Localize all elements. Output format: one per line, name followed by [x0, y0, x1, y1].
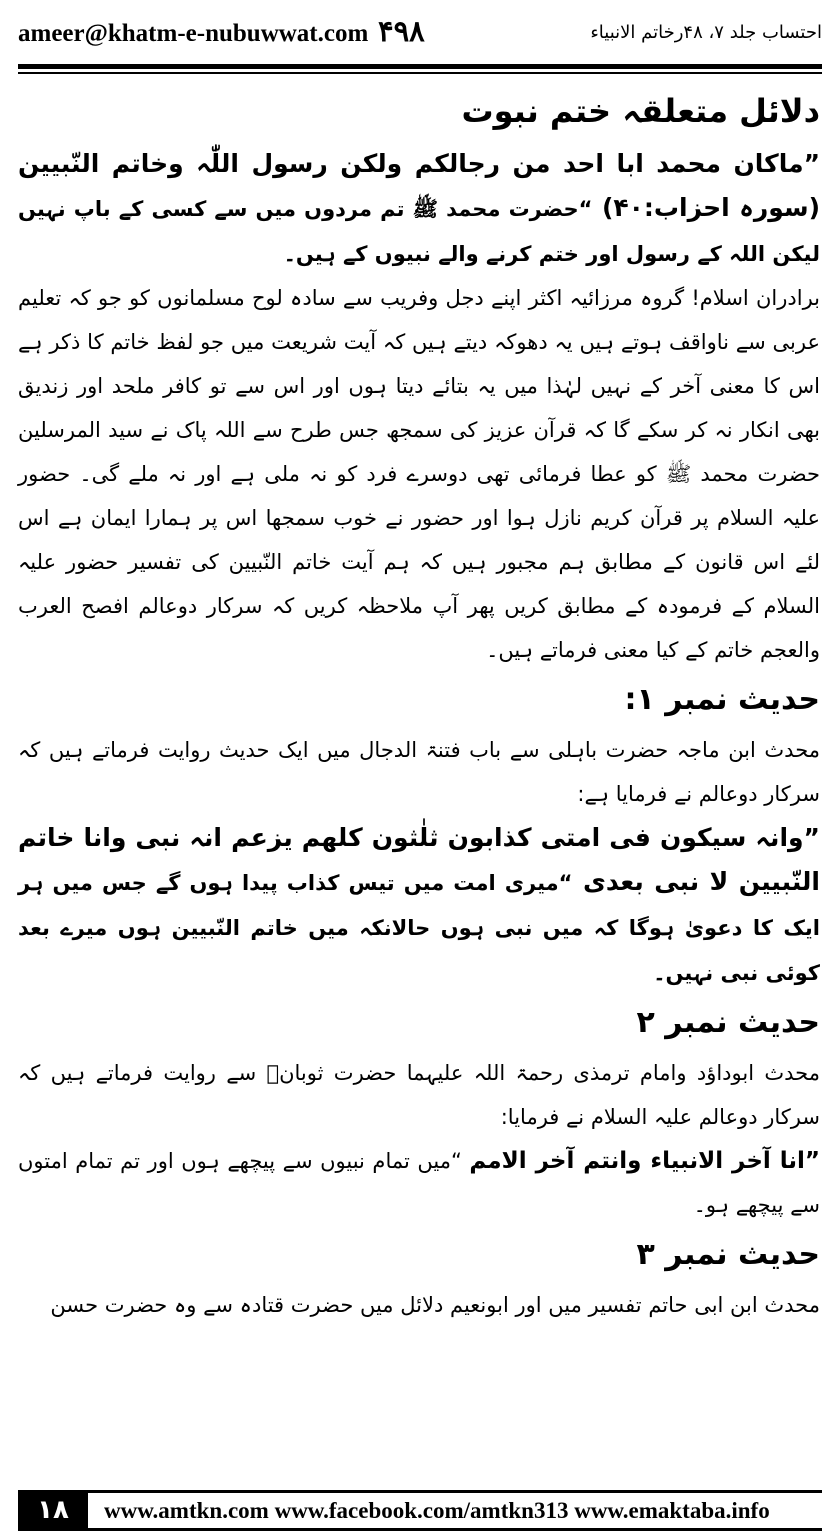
hadith-3-heading: حدیث نمبر ۳	[636, 1237, 820, 1272]
hadith-1-intro: محدث ابن ماجہ حضرت باہلی سے باب فتنۃ الدجال میں ایک حدیث روایت فرماتے ہیں کہ سرکار دوعالم نے فرمایا ہے:	[18, 738, 820, 806]
hadith-1-arabic: ”وانہ سیکون فی امتی کذابون ثلٰثون کلھم یزعم انہ نبی وانا خاتم النّبیین لا نبی بعدی	[18, 823, 820, 896]
hadith-2-translation: “میں تمام نبیوں سے پیچھے ہوں اور تم تمام امتوں سے پیچھے ہو۔	[18, 1149, 820, 1217]
page-footer	[18, 1490, 822, 1530]
header-page-number: ۴۹۸	[378, 14, 425, 48]
hadith-1-translation: “میری امت میں تیس کذاب پیدا ہوں گے جس میں ہر ایک کا دعویٰ ہوگا کہ میں نبی ہوں حالانکہ میں خاتم النّبیین ہوں میرے بعد کوئی نبی نہیں۔	[18, 871, 820, 985]
section-title: دلائل متعلقہ ختم نبوت	[461, 92, 820, 130]
page-content	[18, 80, 820, 1327]
footer-links[interactable]: www.amtkn.com www.facebook.com/amtkn313 www.emaktaba.info	[104, 1498, 770, 1523]
header-running-title: احتساب جلد ۷، ۴۸رخاتم الانبیاء	[590, 22, 822, 43]
verse-block	[18, 142, 820, 276]
hadith-2-intro: محدث ابوداؤد وامام ترمذی رحمۃ اللہ علیہما حضرت ثوبانؓ سے روایت فرماتے ہیں کہ سرکار دوعالم علیہ السلام نے فرمایا:	[18, 1061, 820, 1129]
footer-rule-top	[18, 1490, 822, 1493]
page-header	[18, 14, 822, 58]
verse-translation: “حضرت محمد ﷺ تم مردوں میں سے کسی کے باپ نہیں لیکن اللہ کے رسول اور ختم کرنے والے نبیوں کے ہیں۔	[18, 197, 820, 266]
header-rule-thin	[18, 72, 822, 74]
header-rule-thick	[18, 64, 822, 69]
hadith-1-heading: حدیث نمبر ۱:	[624, 682, 820, 717]
hadith-1-block	[18, 816, 820, 995]
hadith-2-block	[18, 1139, 820, 1227]
hadith-2-heading: حدیث نمبر ۲	[636, 1005, 820, 1040]
footer-rule-bottom	[18, 1528, 822, 1531]
verse-arabic: ”ماکان محمد ابا احد من رجالکم ولکن رسول اللّٰہ وخاتم النّبیین (سورہ احزاب:۴۰)	[18, 149, 820, 222]
intro-paragraph: برادران اسلام! گروہ مرزائیہ اکثر اپنے دجل وفریب سے سادہ لوح مسلمانوں کو جو کہ تعلیم عربی سے ناواقف ہوتے ہیں یہ دھوکہ دیتے ہیں کہ آیت شریعت میں جو لفظ خاتم کا ذکر ہے اس کا معنی آخر کے نہیں لہٰذا میں یہ بتائے دیتا ہوں اور اس سے تو کافر ملحد اور زندیق بھی انکار نہ کر سکے گا کہ قرآن عزیز کی سمجھ جس طرح سے اللہ پاک نے سید المرسلین حضرت محمد ﷺ کو عطا فرمائی تھی دوسرے فرد کو نہ ملی ہے اور نہ ملے گی۔ حضور علیہ السلام پر قرآن کریم نازل ہوا اور حضور نے خوب سمجھا اس پر ہمارا ایمان ہے اس لئے اس قانون کے مطابق ہم مجبور ہیں کہ ہم آیت خاتم النّبیین کی تفسیر حضور علیہ السلام کے فرمودہ کے مطابق کریں پھر آپ ملاحظہ کریں کہ سرکار دوعالم افصح العرب والعجم خاتم کے کیا معنی فرماتے ہیں۔	[18, 286, 820, 662]
hadith-2-arabic: ”انا آخر الانبیاء وانتم آخر الامم	[469, 1148, 820, 1174]
hadith-3-intro: محدث ابن ابی حاتم تفسیر میں اور ابونعیم دلائل میں حضرت قتادہ سے وہ حضرت حسن	[50, 1293, 820, 1317]
footer-page-number: ۱۸	[18, 1490, 88, 1531]
header-email[interactable]: ameer@khatm-e-nubuwwat.com	[18, 20, 369, 47]
